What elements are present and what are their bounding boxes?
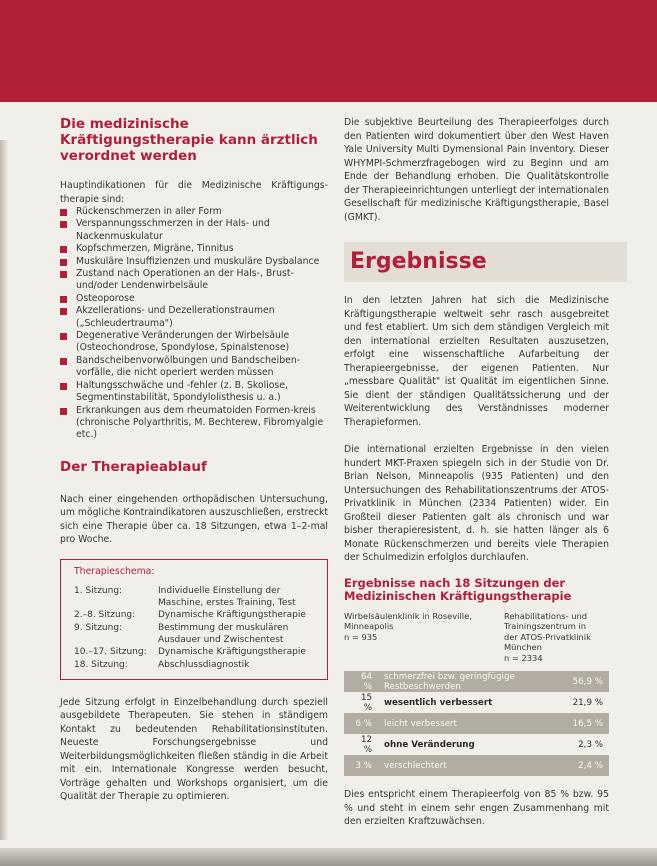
schema-row: [74, 622, 317, 647]
indication-item: [60, 256, 328, 268]
table-row: [344, 755, 609, 776]
bullet-square-icon: [60, 408, 67, 415]
schema-session-label: 9. Sitzung:: [74, 622, 123, 633]
source-line: Trainingszentrum in: [504, 621, 586, 631]
indication-text: Haltungsschwäche und -fehler (z. B. Skoliose, Segmentinstabilität, Spondylolisthesis u. a.): [76, 379, 288, 404]
left-column: [60, 116, 328, 804]
indication-item: [60, 405, 328, 442]
schema-row: [74, 646, 317, 658]
closing-text: Jede Sitzung erfolgt in Einzelbehandlung durch speziell ausgebildete Therapeuten. Sie stehen in ständigem Kontakt zu bedeutenden Rehabilitationsinstituten. Neueste Forschungsergebnisse und Weiterbildungsmöglichkeiten fließen ständig in die Arbeit mit ein. Internationale Kongresse werden besucht, Vorträge gehalten und Workshops organisiert, um die Qualität der Therapie zu optimieren.: [60, 696, 328, 803]
bullet-square-icon: [60, 271, 67, 278]
schema-row: [74, 609, 317, 621]
indication-item: [60, 305, 328, 330]
source-line: der ATOS-Privatklinik: [504, 631, 591, 642]
source-line: n = 2334: [504, 652, 543, 663]
indication-item: [60, 293, 328, 305]
schema-session-label: 10.–17. Sitzung:: [74, 647, 147, 658]
result-pct-roseville: 3 %: [344, 755, 378, 776]
indication-text: Verspannungsschmerzen in der Hals- und Nackenmuskulatur: [76, 218, 270, 242]
header-banner: [0, 0, 657, 102]
indication-text: Degenerative Veränderungen der Wirbelsäule (Osteochondrose, Spondylose, Spinalstenose): [76, 330, 290, 354]
bullet-square-icon: [60, 259, 67, 266]
right-column: [344, 116, 609, 829]
main-heading: Die medizinische Kräftigungstherapie kann ärztlich verordnet werden: [60, 116, 318, 164]
result-label: wesentlich verbessert: [378, 692, 553, 713]
indication-item: [60, 268, 328, 293]
source-line: n = 935: [344, 631, 378, 642]
result-pct-atos: 2,3 %: [553, 734, 609, 755]
bullet-square-icon: [60, 209, 67, 216]
indication-item: [60, 243, 328, 255]
success-rate-text: Dies entspricht einem Therapieerfolg von 85 % bzw. 95 % und steht in einem sehr engen Zusammenhang mit den erzielten Kraftzuwächsen.: [344, 789, 609, 827]
source-line: Rehabilitations- und: [504, 610, 587, 621]
schema-row: [74, 585, 317, 610]
table-row: [344, 713, 609, 734]
result-pct-roseville: 64 %: [344, 671, 378, 692]
indication-text: Osteoporose: [76, 292, 135, 304]
schema-session-label: 18. Sitzung:: [74, 659, 128, 670]
indication-text: Bandscheibenvorwölbungen und Bandscheiben-vorfälle, die nicht operiert werden müssen: [76, 354, 301, 379]
source-line: Wirbelsäulenklinik in Roseville,: [344, 610, 472, 621]
ergebnisse-heading: Ergebnisse: [350, 249, 487, 274]
bullet-square-icon: [60, 246, 67, 253]
indication-text: Erkrankungen aus dem rheumatoiden Formen-kreis (chronische Polyarthritis, M. Bechterew, Fibromyalgie etc.): [76, 404, 324, 441]
indication-item: [60, 380, 328, 405]
indication-text: Rückenschmerzen in aller Form: [76, 206, 222, 217]
source-line: München: [504, 642, 542, 652]
results-table-heading: Ergebnisse nach 18 Sitzungen der Medizinischen Kräftigungstherapie: [344, 575, 572, 603]
indications-intro: Hauptindikationen für die Medizinische Kräftigungs-therapie sind:: [60, 180, 328, 205]
result-pct-roseville: 6 %: [344, 713, 378, 734]
studies-text: Die international erzielten Ergebnisse in den vielen hundert MKT-Praxen spiegeln sich in der Studie von Dr. Brian Nelson, Minneapolis (935 Patienten) und den Untersuchungen des Rehabilitationszentrums der ATOS-Privatklinik in München (2334 Patienten) wider. Ein Großteil dieser Patienten galt als chronisch und war bisher therapieresistent, d. h. sie hatten länger als 6 Monate Rückenschmerzen und bereits viele Therapien der Schulmedizin erfolglos durchlaufen.: [344, 444, 609, 563]
bottom-page-edge: [0, 848, 657, 866]
indication-item: [60, 206, 328, 218]
indication-text: Kopfschmerzen, Migräne, Tinnitus: [76, 243, 234, 255]
result-label: leicht verbessert: [378, 713, 553, 734]
indication-text: Muskuläre Insuffizienzen und muskuläre Dysbalance: [76, 255, 320, 267]
table-row: [344, 692, 609, 713]
therapy-schema-box: [60, 559, 328, 680]
assessment-text: Die subjektive Beurteilung des Therapieerfolges durch den Patienten wird dokumentiert über den West Haven Yale University Multi Dymensional Pain Inventory. Dieser WHYMPI-Schmerzfragebogen wird zu Beginn und am Ende der Behandlung erhoben. Die Qualitätskontrolle der Therapieeinrichtungen unterliegt der internationalen Gesellschaft für medizinische Kräftigungstherapie, Basel (GMKT).: [344, 117, 609, 223]
results-table: [344, 671, 609, 776]
schema-session-label: 1. Sitzung:: [74, 585, 123, 596]
schema-rows: [74, 585, 317, 671]
schema-session-label: 2.–8. Sitzung:: [74, 610, 136, 621]
result-label: verschlechtert: [378, 755, 553, 776]
indication-text: Akzellerations- und Dezellerationstraumen („Schleudertrauma"): [76, 305, 275, 329]
schema-session-text: Abschlussdiagnostik: [158, 659, 250, 670]
indication-text: Zustand nach Operationen an der Hals-, Brust- und/oder Lendenwirbelsäule: [76, 268, 294, 292]
indications-list: [60, 206, 328, 442]
bullet-square-icon: [60, 383, 67, 390]
bullet-square-icon: [60, 221, 67, 228]
source-roseville: [344, 611, 504, 664]
result-pct-roseville: 12 %: [344, 734, 378, 755]
ergebnisse-panel: [344, 242, 627, 282]
result-pct-atos: 2,4 %: [553, 755, 609, 776]
indication-item: [60, 218, 328, 243]
source-line: Minneapolis: [344, 621, 394, 631]
result-pct-atos: 16,5 %: [553, 713, 609, 734]
schema-session-text: Dynamische Kräftigungstherapie: [158, 610, 306, 621]
page-binding-edge: [0, 140, 8, 840]
schema-session-text: Individuelle Einstellung der Maschine, erstes Training, Test: [158, 585, 296, 609]
result-label: schmerzfrei bzw. geringfügige Restbeschwerden: [378, 671, 553, 692]
result-pct-roseville: 15 %: [344, 692, 378, 713]
result-pct-atos: 56,9 %: [553, 671, 609, 692]
bullet-square-icon: [60, 333, 67, 340]
result-label: ohne Veränderung: [378, 734, 553, 755]
table-row: [344, 671, 609, 692]
source-atos: [504, 611, 609, 664]
schema-session-text: Bestimmung der muskulären Ausdauer und Zwischentest: [158, 622, 289, 645]
schema-title: Therapieschema:: [74, 565, 155, 577]
schema-session-text: Dynamische Kräftigungstherapie: [158, 647, 306, 658]
results-intro-text: In den letzten Jahren hat sich die Medizinische Kräftigungstherapie weltweit sehr rasch ausgebreitet und fest etabliert. Um sich dem ständigen Vergleich mit den international erzielten Resultaten auszusetzen, erfolgt eine wissenschaftliche Aufarbeitung der Therapieergebnisse, der eigenen Patienten. Nur „messbare Qualität" ist Qualität im eigentlichen Sinne. Sie dient der ständigen Qualitätssicherung und der Weiterentwicklung des Verständnisses moderner Therapieformen.: [344, 295, 609, 428]
indication-item: [60, 355, 328, 380]
ablauf-text: Nach einer eingehenden orthopädischen Untersuchung, um mögliche Kontraindikatoren auszuschließen, erstreckt sich eine Therapie über ca. 18 Sitzungen, etwa 1–2-mal pro Woche.: [60, 493, 328, 546]
bullet-square-icon: [60, 308, 67, 315]
bullet-square-icon: [60, 296, 67, 303]
bullet-square-icon: [60, 358, 67, 365]
ablauf-heading: Der Therapieablauf: [60, 458, 207, 475]
table-row: [344, 734, 609, 755]
result-pct-atos: 21,9 %: [553, 692, 609, 713]
indication-item: [60, 330, 328, 355]
schema-row: [74, 659, 317, 671]
study-sources: [344, 611, 609, 664]
